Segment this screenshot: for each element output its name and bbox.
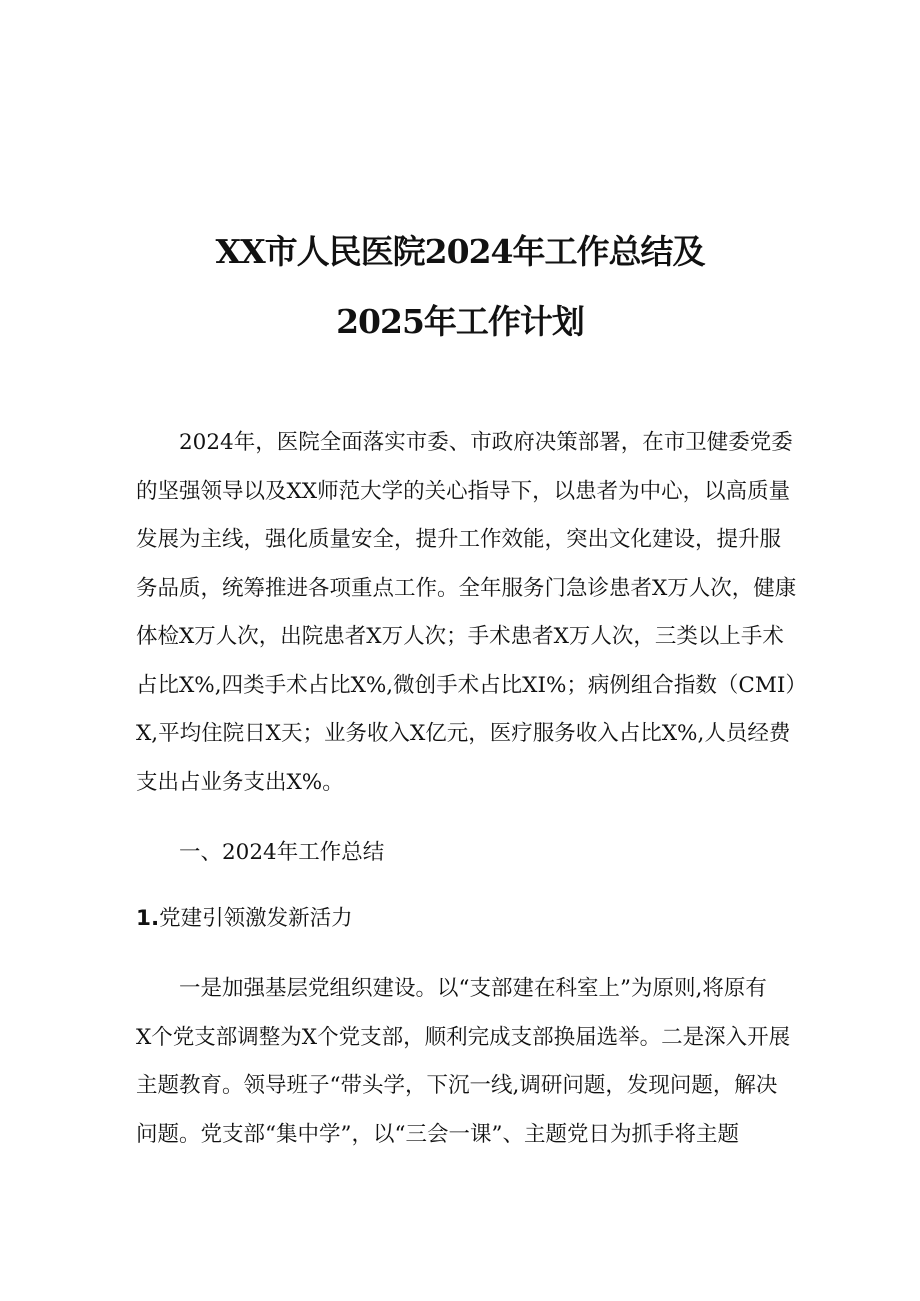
paragraph-line: 体检X万人次，出院患者X万人次；手术患者X万人次，三类以上手术 — [136, 624, 784, 649]
subsection-heading — [136, 895, 796, 944]
paragraph-line: 主题教育。领导班子“带头学，下沉一线,调研问题，发现问题，解决 — [136, 1073, 778, 1098]
intro-paragraph — [136, 419, 807, 807]
document-title-line-1: XX市人民医院2024年工作总结及 — [215, 232, 705, 271]
paragraph-line: 发展为主线，强化质量安全，提升工作效能，突出文化建设，提升服 — [136, 527, 782, 552]
document-title-line-2: 2025年工作计划 — [336, 302, 584, 341]
subsection-title: 党建引领激发新活力 — [159, 906, 353, 931]
paragraph-line: 占比X%,四类手术占比X%,微创手术占比XI%；病例组合指数（CMI） — [136, 672, 807, 698]
paragraph-line: 2024年，医院全面落实市委、市政府决策部署，在市卫健委党委 — [136, 430, 793, 455]
paragraph-line: X,平均住院日X天；业务收入X亿元，医疗服务收入占比X%,人员经费 — [136, 721, 791, 746]
paragraph-line: 一是加强基层党组织建设。以“支部建在科室上”为原则,将原有 — [136, 976, 767, 1001]
subsection-number: 1. — [136, 906, 160, 931]
paragraph-line: X个党支部调整为X个党支部，顺利完成支部换届选举。二是深入开展 — [136, 1024, 791, 1050]
paragraph-line: 问题。党支部“集中学”，以“三会一课”、主题党日为抓手将主题 — [136, 1121, 739, 1147]
paragraph-line: 的坚强领导以及XX师范大学的关心指导下，以患者为中心，以高质量 — [136, 478, 791, 504]
body-paragraph — [136, 965, 796, 1159]
paragraph-line: 支出占业务支出X%。 — [136, 769, 344, 795]
paragraph-line: 务品质，统筹推进各项重点工作。全年服务门急诊患者X万人次，健康 — [136, 575, 797, 601]
section-heading: 一、2024年工作总结 — [136, 840, 385, 865]
